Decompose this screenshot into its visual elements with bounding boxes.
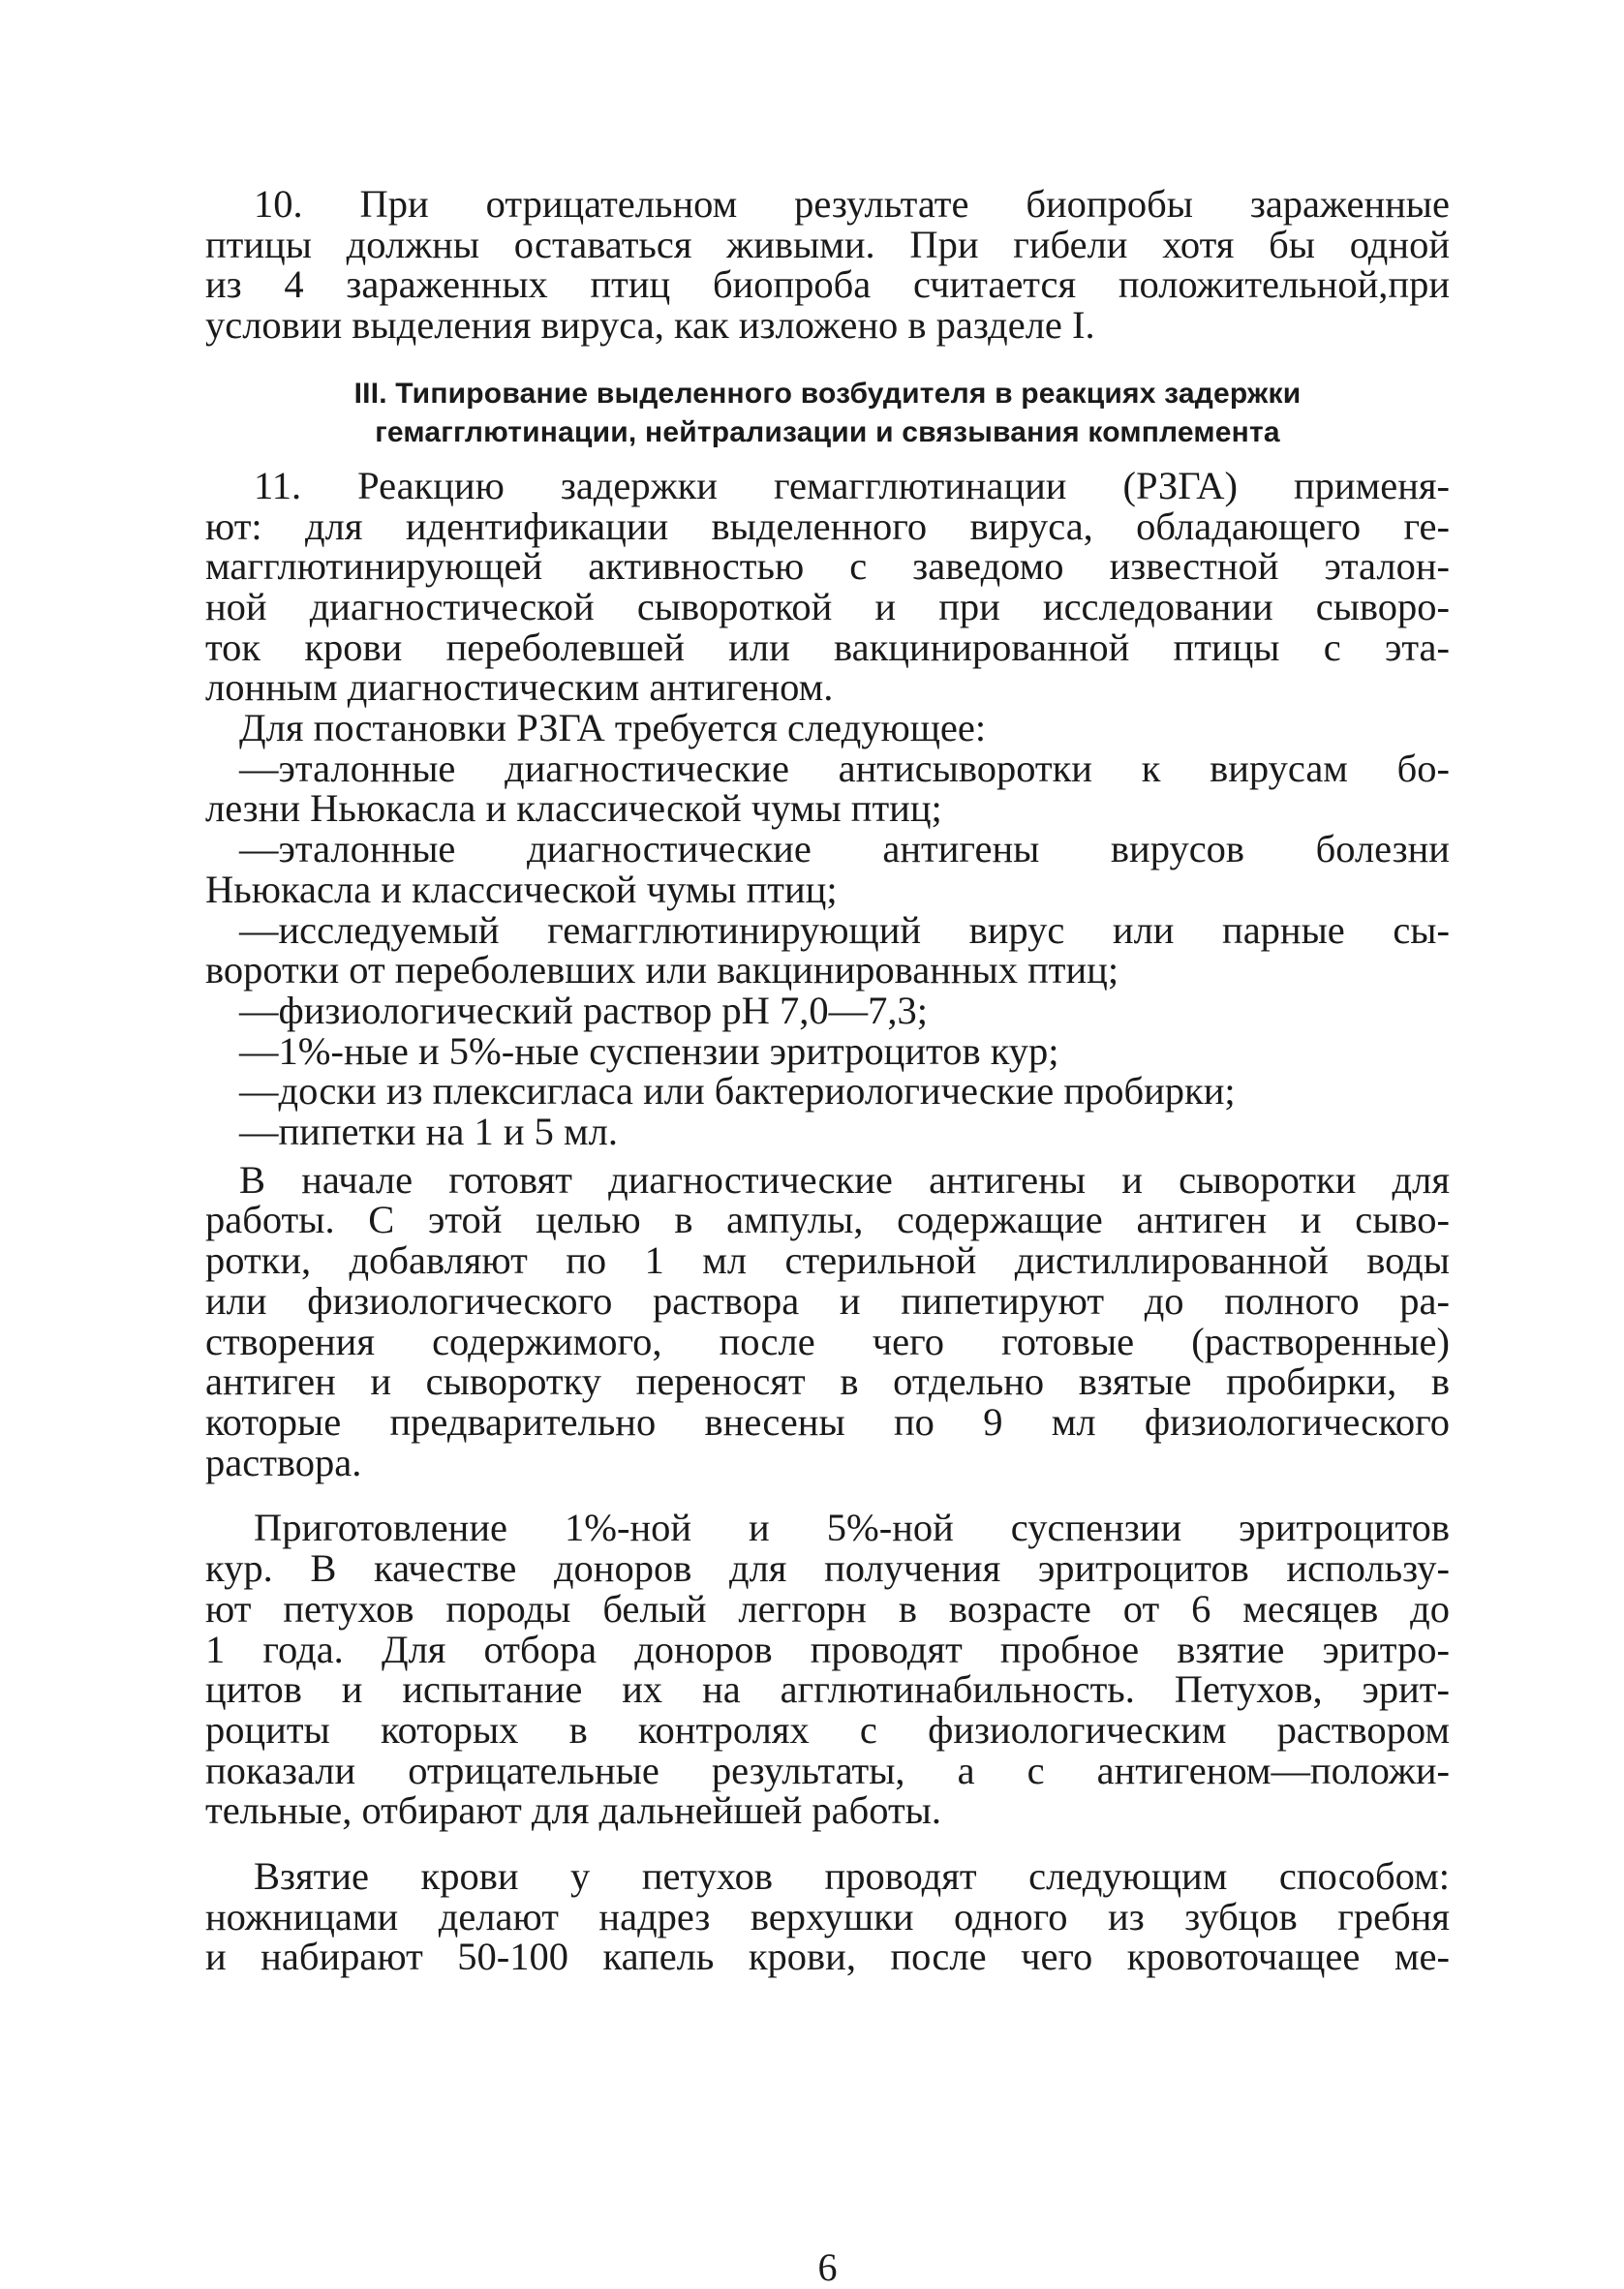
text-line: ножницами делают надрез верхушки одного из зубцов гребня [205,1894,1450,1938]
text-line: раствора. [205,1440,362,1484]
text-line: или физиологического раствора и пипетируют до полного ра- [205,1278,1450,1323]
text-line: антиген и сыворотку переносят в отдельно взятые пробирки, в [205,1359,1450,1404]
text-line: ной диагностической сывороткой и при исследовании сыворо- [205,584,1450,628]
paragraph-10 [205,184,1450,346]
text-line: цитов и испытание их на агглютинабильность. Петухов, эрит- [205,1667,1450,1712]
requirements-list [205,748,1450,1152]
document-page [205,182,1450,2289]
text-line: —исследуемый гемагглютинирующий вирус или парные сы- [239,907,1450,952]
text-line: В начале готовят диагностические антигены и сыворотки для [239,1157,1450,1202]
list-item [205,748,1450,829]
text-line: 11. Реакцию задержки гемагглютинации (РЗГА) применя- [254,463,1450,507]
text-line: воротки от переболевших или вакцинированных птиц; [205,948,1119,992]
text-line: показали отрицательные результаты, а с антигеном—положи- [205,1748,1450,1792]
section-heading [205,375,1450,452]
spacer [205,1831,1450,1856]
list-item [205,1028,1450,1073]
text-line: условии выделения вируса, как изложено в разделе I. [205,303,1095,348]
paragraph-preparation [205,1157,1450,1484]
text-line: ротки, добавляют по 1 мл стерильной дистиллированной воды [205,1238,1450,1283]
heading-line: гемагглютинации, нейтрализации и связывания комплемента [375,415,1280,448]
text-line: ток крови переболевшей или вакцинированной птицы с эта- [205,625,1450,669]
text-line: —эталонные диагностические антисыворотки к вирусам бо- [239,746,1450,790]
text-line: —физиологический раствор pH 7,0—7,3; [239,988,929,1032]
text-line: —доски из плексигласа или бактериологические пробирки; [239,1069,1236,1114]
text-line: и набирают 50-100 капель крови, после чего кровоточащее ме- [205,1935,1450,1979]
text-line: магглютинирующей активностью с заведомо известной эталон- [205,544,1450,589]
text-line: Взятие крови у петухов проводят следующим способом: [254,1854,1450,1899]
text-line: —1%-ные и 5%-ные суспензии эритроцитов кур; [239,1028,1059,1073]
text-line: птицы должны оставаться живыми. При гибели хотя бы одной [205,222,1450,266]
text-line: лезни Ньюкасла и классической чумы птиц; [205,786,942,831]
text-line: ют: для идентификации выделенного вируса, обладающего ге- [205,504,1450,548]
list-item [205,1071,1450,1112]
text-line: которые предварительно внесены по 9 мл физиологического [205,1399,1450,1444]
paragraph-suspension [205,1508,1450,1831]
text-line: из 4 зараженных птиц биопроба считается положительной,при [205,262,1450,307]
text-line: Ньюкасла и классической чумы птиц; [205,867,838,911]
text-line: Приготовление 1%-ной и 5%-ной суспензии эритроцитов [254,1506,1450,1550]
requirements-intro [205,708,1450,748]
text-line: роциты которых в контролях с физиологическим раствором [205,1707,1450,1752]
text-line: —эталонные диагностические антигены вирусов болезни [239,827,1450,871]
paragraph-11 [205,463,1450,710]
text-line: Для постановки РЗГА требуется следующее: [239,706,987,750]
text-line: 10. При отрицательном результате биопробы зараженные [254,182,1450,226]
list-item [205,907,1450,992]
text-line: лонным диагностическим антигеном. [205,665,834,710]
list-item [205,1112,1450,1152]
text-line: створения содержимого, после чего готовые (растворенные) [205,1319,1450,1363]
text-line: ют петухов породы белый леггорн в возрасте от 6 месяцев до [205,1586,1450,1631]
heading-line: III. Типирование выделенного возбудителя в реакциях задержки [353,377,1302,410]
text-line: тельные, отбирают для дальнейшей работы. [205,1788,941,1833]
spacer [205,1482,1450,1508]
text-line: —пипетки на 1 и 5 мл. [239,1110,618,1154]
text-line: работы. С этой целью в ампулы, содержащие антиген и сыво- [205,1198,1450,1242]
list-item [205,829,1450,909]
list-item [205,988,1450,1032]
page-number: 6 [817,2245,838,2289]
text-line: 1 года. Для отбора доноров проводят пробное взятие эритро- [205,1627,1450,1671]
text-line: кур. В качестве доноров для получения эритроцитов использу- [205,1546,1450,1591]
paragraph-blood [205,1856,1450,1977]
